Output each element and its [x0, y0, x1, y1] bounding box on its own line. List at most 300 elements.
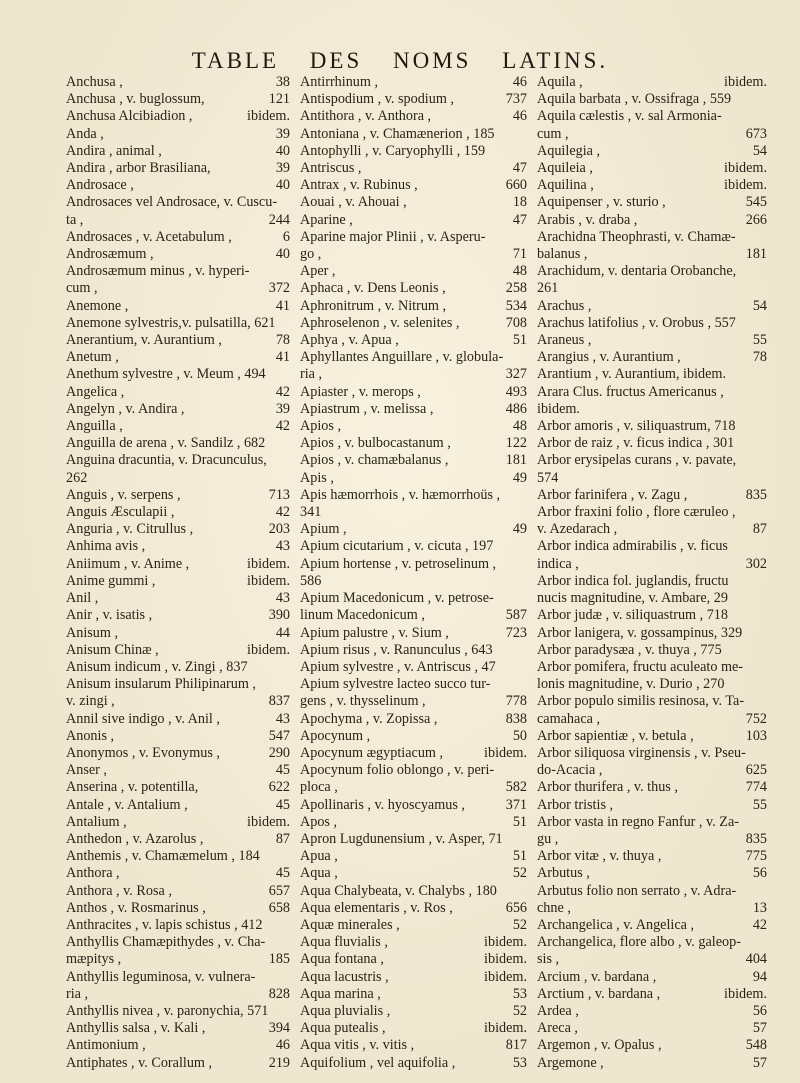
entry-page-number: 42 — [752, 916, 767, 933]
entry-page-number — [284, 452, 290, 469]
entry-page-number: 53 — [512, 1054, 527, 1071]
entry-page-number: 658 — [268, 899, 290, 916]
index-entry — [300, 194, 527, 211]
entry-name: Apium hortense , v. petroselinum , — [300, 555, 497, 572]
entry-name: Aphroselenon , v. selenites , — [300, 314, 460, 331]
entry-name: Apios , v. bulbocastanum , — [300, 435, 451, 452]
entry-name: cum , — [537, 125, 569, 142]
entry-page-number — [521, 126, 527, 143]
entry-name: camahaca , — [537, 710, 601, 727]
entry-name: Apollinaris , v. hyoscyamus , — [300, 796, 465, 813]
entry-name: Anonis , — [66, 727, 115, 744]
entry-page-number — [521, 831, 527, 848]
entry-name: Anime gummi , — [66, 572, 156, 589]
entry-page-number: 94 — [752, 968, 767, 985]
entry-page-number: 44 — [275, 624, 290, 641]
entry-name: Anser , — [66, 762, 107, 779]
entry-page-number: ibidem. — [247, 572, 290, 589]
entry-name: Arachus , — [537, 297, 592, 314]
index-entry — [300, 573, 527, 590]
entry-page-number: 42 — [275, 504, 290, 521]
index-entry — [66, 831, 290, 848]
index-entry — [537, 951, 767, 968]
entry-name: Antithora , v. Anthora , — [300, 108, 432, 125]
entry-page-number: 625 — [745, 762, 767, 779]
entry-name: Angelyn , v. Andira , — [66, 400, 185, 417]
index-entry — [537, 194, 767, 211]
entry-page-number — [521, 504, 527, 521]
index-entry — [66, 590, 290, 607]
index-entry — [537, 366, 767, 383]
index-entry — [300, 676, 527, 693]
entry-page-number: 46 — [275, 1037, 290, 1054]
index-entry — [537, 108, 767, 125]
entry-page-number: 43 — [275, 538, 290, 555]
index-entry — [537, 676, 767, 693]
entry-name: v. zingi , — [66, 693, 115, 710]
entry-name: Arbor fraxini folio , flore cæruleo , — [537, 504, 736, 521]
entry-name: Arachus latifolius , v. Orobus , 557 — [537, 314, 736, 331]
entry-name: Arcium , v. bardana , — [537, 968, 657, 985]
index-entry — [300, 917, 527, 934]
entry-page-number — [761, 745, 767, 762]
index-entry — [66, 814, 290, 831]
entry-page-number — [761, 538, 767, 555]
entry-page-number: ibidem. — [724, 177, 767, 194]
entry-page-number: 39 — [275, 400, 290, 417]
entry-page-number: 45 — [275, 865, 290, 882]
entry-name: ploca , — [300, 779, 338, 796]
index-entry — [537, 917, 767, 934]
entry-name: Anda , — [66, 125, 104, 142]
entry-page-number: 723 — [505, 624, 527, 641]
index-entry — [537, 143, 767, 160]
index-entry — [537, 814, 767, 831]
entry-name: v. Azedarach , — [537, 521, 618, 538]
entry-page-number — [521, 229, 527, 246]
index-entry — [300, 693, 527, 710]
index-entry — [537, 487, 767, 504]
index-entry — [66, 194, 290, 211]
entry-name: 262 — [66, 469, 88, 486]
index-entry — [300, 401, 527, 418]
index-entry — [66, 711, 290, 728]
entry-name: Aquila barbata , v. Ossifraga , 559 — [537, 91, 732, 108]
entry-name: Apium sylvestre , v. Antriscus , 47 — [300, 658, 496, 675]
index-entry — [300, 556, 527, 573]
entry-page-number: 534 — [505, 297, 527, 314]
entry-name: sis , — [537, 951, 560, 968]
index-entry — [537, 1055, 767, 1072]
entry-page-number — [761, 693, 767, 710]
entry-name: Antoniana , v. Chamænerion , 185 — [300, 125, 495, 142]
index-entry — [66, 659, 290, 676]
entry-page-number: 121 — [268, 91, 290, 108]
entry-page-number: 52 — [512, 865, 527, 882]
entry-page-number: 775 — [745, 848, 767, 865]
entry-page-number: 390 — [268, 607, 290, 624]
index-entry — [300, 504, 527, 521]
entry-name: Anchusa , v. buglossum, — [66, 91, 205, 108]
entry-name: cum , — [66, 280, 98, 297]
index-entry — [537, 212, 767, 229]
entry-page-number — [761, 642, 767, 659]
entry-page-number: 49 — [512, 521, 527, 538]
index-entry — [66, 883, 290, 900]
index-entry — [300, 951, 527, 968]
index-entry — [300, 487, 527, 504]
index-entry — [537, 74, 767, 91]
entry-name: Anguis Æsculapii , — [66, 504, 175, 521]
entry-page-number — [284, 194, 290, 211]
entry-page-number: 737 — [505, 91, 527, 108]
entry-name: ta , — [66, 211, 84, 228]
entry-name: Antale , v. Antalium , — [66, 796, 188, 813]
entry-name: Aquipenser , v. sturio , — [537, 194, 666, 211]
entry-page-number — [284, 1003, 290, 1020]
entry-name: Annil sive indigo , v. Anil , — [66, 710, 220, 727]
index-entry — [300, 625, 527, 642]
entry-name: Arbor thurifera , v. thus , — [537, 779, 678, 796]
index-entry — [300, 711, 527, 728]
index-entry — [537, 642, 767, 659]
entry-page-number — [521, 487, 527, 504]
entry-name: Arangius , v. Aurantium , — [537, 349, 681, 366]
entry-name: Anetum , — [66, 349, 119, 366]
entry-page-number: 52 — [512, 916, 527, 933]
entry-page-number: 49 — [512, 469, 527, 486]
index-entry — [537, 160, 767, 177]
entry-page-number: 56 — [752, 865, 767, 882]
index-entry — [537, 900, 767, 917]
entry-name: Arbor farinifera , v. Zagu , — [537, 486, 688, 503]
index-entry — [537, 521, 767, 538]
entry-page-number: 657 — [268, 882, 290, 899]
entry-page-number: 835 — [745, 486, 767, 503]
entry-page-number: 185 — [268, 951, 290, 968]
entry-name: Areca , — [537, 1020, 578, 1037]
entry-name: chne , — [537, 899, 571, 916]
entry-name: ria , — [66, 985, 89, 1002]
entry-page-number: 48 — [512, 263, 527, 280]
entry-name: Arachidna Theophrasti, v. Chamæ- — [537, 228, 736, 245]
index-entry — [66, 797, 290, 814]
entry-name: Apium cicutarium , v. cicuta , 197 — [300, 538, 494, 555]
entry-page-number: 660 — [505, 177, 527, 194]
index-entry — [66, 126, 290, 143]
entry-page-number — [761, 590, 767, 607]
index-entry — [537, 745, 767, 762]
entry-page-number: 43 — [275, 590, 290, 607]
entry-page-number: 52 — [512, 1002, 527, 1019]
entry-name: Arantium , v. Aurantium, ibidem. — [537, 366, 727, 383]
entry-name: Anisum indicum , v. Zingi , 837 — [66, 658, 248, 675]
entry-name: Aqua elementaris , v. Ros , — [300, 899, 453, 916]
entry-name: Anthyllis leguminosa, v. vulnera- — [66, 968, 256, 985]
entry-page-number — [284, 917, 290, 934]
entry-name: Aouai , v. Ahouai , — [300, 194, 407, 211]
index-entry — [537, 883, 767, 900]
index-entry — [300, 814, 527, 831]
entry-name: Androsæmum minus , v. hyperi- — [66, 263, 250, 280]
index-entry — [66, 332, 290, 349]
entry-name: Antophylli , v. Caryophylli , 159 — [300, 142, 486, 159]
index-entry — [66, 865, 290, 882]
entry-page-number: 47 — [512, 211, 527, 228]
entry-page-number: ibidem. — [724, 74, 767, 90]
entry-page-number: 548 — [745, 1037, 767, 1054]
entry-name: Aqua marina , — [300, 985, 381, 1002]
entry-name: Androsæmum , — [66, 246, 154, 263]
entry-page-number — [761, 280, 767, 297]
entry-name: lonis magnitudine, v. Durio , 270 — [537, 676, 725, 693]
index-entry — [66, 745, 290, 762]
entry-name: Aparine major Plinii , v. Asperu- — [300, 228, 486, 245]
entry-page-number — [761, 435, 767, 452]
entry-page-number — [284, 848, 290, 865]
index-entry — [300, 590, 527, 607]
entry-page-number: 290 — [268, 744, 290, 761]
entry-name: Apium , — [300, 521, 347, 538]
entry-name: Anonymos , v. Evonymus , — [66, 744, 220, 761]
index-entry — [66, 1020, 290, 1037]
entry-name: Anisum Chinæ , — [66, 641, 159, 658]
entry-page-number: 57 — [752, 1020, 767, 1037]
entry-page-number: 39 — [275, 160, 290, 177]
index-entry — [537, 504, 767, 521]
entry-page-number: 38 — [275, 74, 290, 90]
entry-page-number — [761, 452, 767, 469]
entry-page-number — [521, 349, 527, 366]
entry-page-number: 327 — [505, 366, 527, 383]
entry-page-number: 828 — [268, 985, 290, 1002]
entry-page-number: 103 — [745, 727, 767, 744]
entry-page-number — [284, 315, 290, 332]
entry-name: Aparine , — [300, 211, 353, 228]
entry-name: Apis , — [300, 469, 334, 486]
entry-page-number: ibidem. — [724, 985, 767, 1002]
entry-page-number: 266 — [745, 211, 767, 228]
entry-name: Arbor indica fol. juglandis, fructu — [537, 572, 729, 589]
entry-page-number — [284, 366, 290, 383]
entry-name: Anserina , v. potentilla, — [66, 779, 199, 796]
index-entry — [537, 831, 767, 848]
entry-page-number: ibidem. — [724, 160, 767, 177]
entry-name: Arbor vitæ , v. thuya , — [537, 848, 662, 865]
entry-page-number: 486 — [505, 400, 527, 417]
entry-page-number: 54 — [752, 142, 767, 159]
index-entry — [300, 470, 527, 487]
index-entry — [300, 848, 527, 865]
entry-page-number: 203 — [268, 521, 290, 538]
index-entry — [66, 1037, 290, 1054]
entry-page-number: 48 — [512, 418, 527, 435]
entry-page-number: 41 — [275, 349, 290, 366]
index-entry — [66, 848, 290, 865]
entry-page-number: 219 — [268, 1054, 290, 1071]
entry-page-number — [761, 108, 767, 125]
entry-name: Antispodium , v. spodium , — [300, 91, 454, 108]
entry-page-number: 56 — [752, 1002, 767, 1019]
index-entry — [66, 212, 290, 229]
entry-page-number: 622 — [268, 779, 290, 796]
entry-page-number — [761, 934, 767, 951]
entry-name: Androsaces , v. Acetabulum , — [66, 228, 232, 245]
entry-name: Arachidum, v. dentaria Orobanche, — [537, 263, 737, 280]
index-entry — [300, 1037, 527, 1054]
entry-page-number: 40 — [275, 177, 290, 194]
entry-name: gens , v. thysselinum , — [300, 693, 426, 710]
index-entry — [537, 556, 767, 573]
entry-name: Anthemis , v. Chamæmelum , 184 — [66, 848, 260, 865]
entry-name: Arctium , v. bardana , — [537, 985, 661, 1002]
index-entry — [66, 91, 290, 108]
entry-page-number: 673 — [745, 125, 767, 142]
entry-page-number: 53 — [512, 985, 527, 1002]
entry-name: Arbor vasta in regno Fanfur , v. Za- — [537, 813, 739, 830]
index-entry — [300, 143, 527, 160]
entry-name: Anthyllis Chamæpithydes , v. Cha- — [66, 934, 266, 951]
index-entry — [66, 1003, 290, 1020]
entry-name: Apochyma , v. Zopissa , — [300, 710, 438, 727]
entry-name: Aquilina , — [537, 177, 594, 194]
entry-name: Apua , — [300, 848, 338, 865]
index-entry — [300, 745, 527, 762]
entry-name: Androsaces vel Androsace, v. Cuscu- — [66, 194, 278, 211]
index-entry — [300, 607, 527, 624]
index-entry — [300, 452, 527, 469]
entry-page-number — [761, 676, 767, 693]
index-entry — [537, 1020, 767, 1037]
entry-name: Anthedon , v. Azarolus , — [66, 830, 204, 847]
entry-name: Anisum , — [66, 624, 119, 641]
entry-page-number: 181 — [505, 452, 527, 469]
index-entry — [66, 969, 290, 986]
entry-page-number: 752 — [745, 710, 767, 727]
entry-name: Anchusa , — [66, 74, 123, 90]
entry-name: Anthyllis salsa , v. Kali , — [66, 1020, 206, 1037]
entry-name: Apocynum folio oblongo , v. peri- — [300, 762, 495, 779]
index-entry — [300, 91, 527, 108]
index-entry — [300, 1055, 527, 1072]
entry-name: Apos , — [300, 813, 338, 830]
index-entry — [537, 332, 767, 349]
entry-page-number: 6 — [282, 228, 290, 245]
entry-page-number — [284, 435, 290, 452]
index-entry — [300, 74, 527, 91]
entry-page-number: 13 — [752, 899, 767, 916]
index-entry — [300, 538, 527, 555]
index-entry — [537, 470, 767, 487]
entry-name: Arbor amoris , v. siliquastrum, 718 — [537, 418, 736, 435]
entry-name: Argemone , — [537, 1054, 604, 1071]
index-entry — [537, 693, 767, 710]
entry-page-number: 54 — [752, 297, 767, 314]
index-column-3 — [537, 74, 767, 1072]
entry-name: Androsace , — [66, 177, 134, 194]
index-entry — [300, 659, 527, 676]
entry-name: Aqua pluvialis , — [300, 1002, 391, 1019]
index-entry — [66, 280, 290, 297]
entry-page-number: 258 — [505, 280, 527, 297]
entry-name: Argemon , v. Opalus , — [537, 1037, 662, 1054]
entry-page-number: ibidem. — [484, 951, 527, 968]
entry-page-number — [761, 470, 767, 487]
index-entry — [66, 728, 290, 745]
entry-name: Antalium , — [66, 813, 127, 830]
entry-page-number — [284, 969, 290, 986]
index-entry — [537, 1037, 767, 1054]
index-entry — [66, 1055, 290, 1072]
index-entry — [66, 143, 290, 160]
entry-page-number: 493 — [505, 383, 527, 400]
entry-name: Aqua vitis , v. vitis , — [300, 1037, 415, 1054]
entry-page-number — [521, 538, 527, 555]
index-entry — [300, 1020, 527, 1037]
entry-page-number — [761, 263, 767, 280]
entry-page-number: 371 — [505, 796, 527, 813]
entry-name: Apocynum ægyptiacum , — [300, 744, 444, 761]
entry-name: 341 — [300, 504, 322, 521]
index-entry — [537, 538, 767, 555]
entry-page-number: ibidem. — [247, 641, 290, 658]
entry-name: Anthora , v. Rosa , — [66, 882, 172, 899]
index-entry — [300, 865, 527, 882]
entry-name: Antirrhinum , — [300, 74, 379, 90]
entry-name: Ardea , — [537, 1002, 579, 1019]
index-entry — [66, 573, 290, 590]
entry-page-number — [284, 470, 290, 487]
entry-page-number: 18 — [512, 194, 527, 211]
index-entry — [537, 401, 767, 418]
entry-page-number — [521, 676, 527, 693]
index-entry — [537, 177, 767, 194]
entry-page-number: 55 — [752, 332, 767, 349]
index-entry — [537, 762, 767, 779]
entry-name: Anemone , — [66, 297, 129, 314]
entry-page-number — [521, 143, 527, 160]
index-entry — [66, 452, 290, 469]
index-entry — [66, 349, 290, 366]
entry-page-number — [761, 366, 767, 383]
entry-page-number: 708 — [505, 314, 527, 331]
entry-page-number — [761, 607, 767, 624]
index-entry — [537, 573, 767, 590]
index-entry — [300, 212, 527, 229]
index-entry — [537, 797, 767, 814]
index-entry — [537, 865, 767, 882]
index-entry — [66, 366, 290, 383]
entry-name: Apiaster , v. merops , — [300, 383, 421, 400]
entry-page-number: 404 — [745, 951, 767, 968]
entry-page-number: ibidem. — [484, 934, 527, 951]
entry-name: 586 — [300, 572, 322, 589]
entry-page-number: 51 — [512, 848, 527, 865]
index-entry — [537, 452, 767, 469]
entry-page-number: 87 — [752, 521, 767, 538]
entry-name: Anthos , v. Rosmarinus , — [66, 899, 206, 916]
index-entry — [66, 538, 290, 555]
entry-page-number: 78 — [275, 332, 290, 349]
index-entry — [537, 349, 767, 366]
entry-page-number — [761, 883, 767, 900]
index-entry — [66, 625, 290, 642]
entry-name: Antriscus , — [300, 160, 362, 177]
entry-name: Anchusa Alcibiadion , — [66, 108, 193, 125]
entry-name: Arbor lanigera, v. gossampinus, 329 — [537, 624, 743, 641]
entry-page-number: 51 — [512, 813, 527, 830]
entry-name: indica , — [537, 555, 579, 572]
